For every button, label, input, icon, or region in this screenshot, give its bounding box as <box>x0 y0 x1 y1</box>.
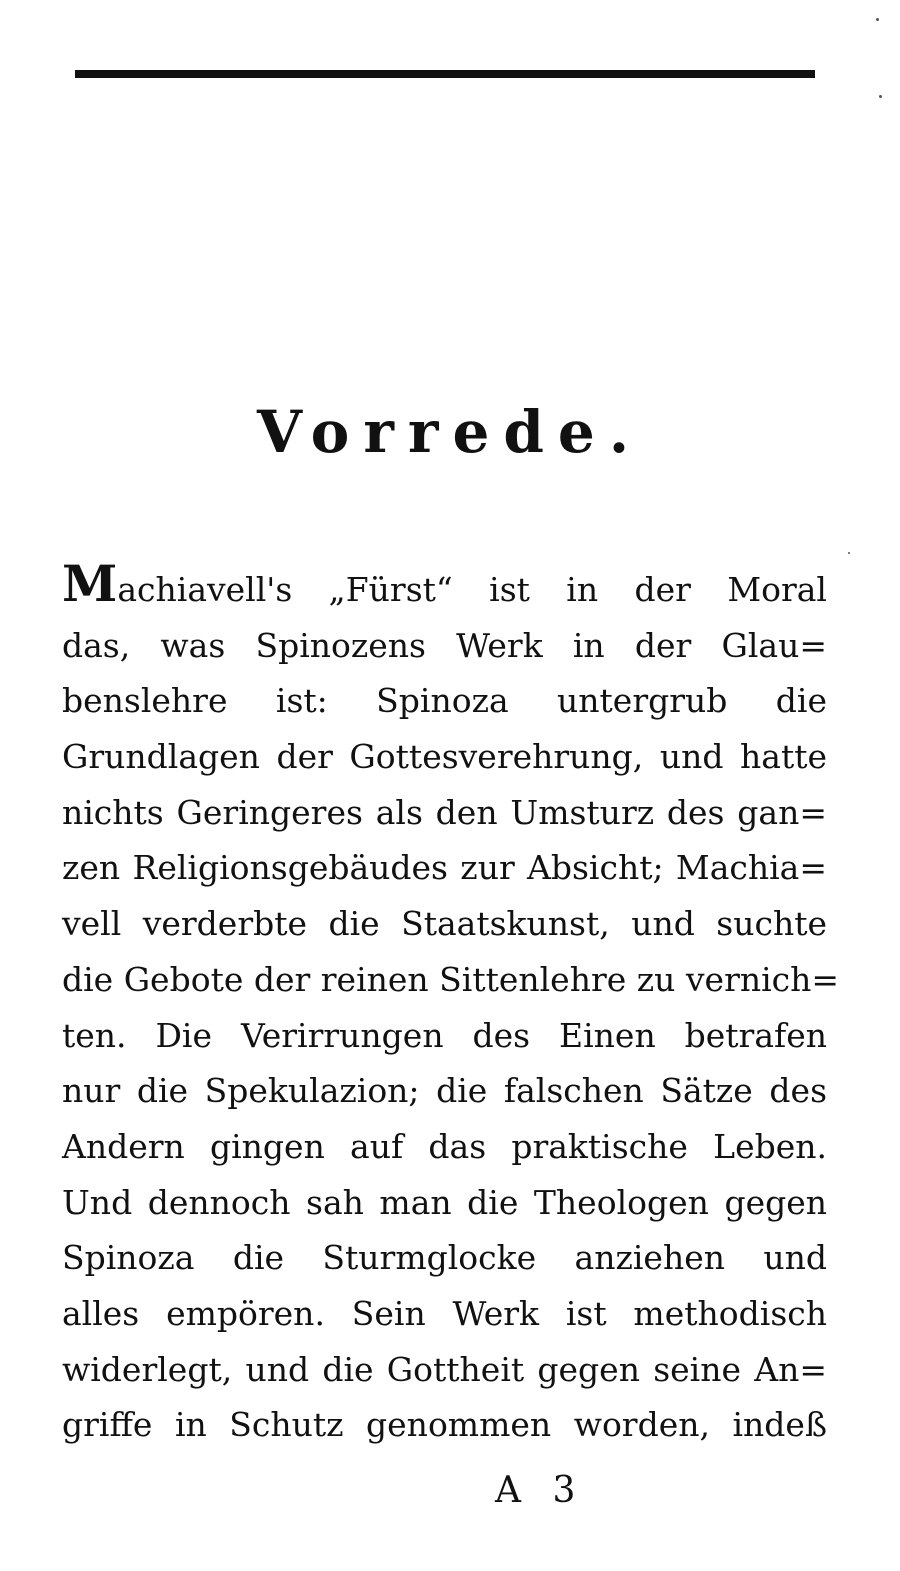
text-line <box>62 554 827 618</box>
text-line: widerlegt, und die Gottheit gegen seine An= <box>62 1349 827 1389</box>
text-line: nichts Geringeres als den Umsturz des gan= <box>62 792 827 832</box>
text-line: benslehre ist: Spinoza untergrub die <box>62 681 827 721</box>
signature-mark: A 3 <box>495 1470 586 1511</box>
text-line: das, was Spinozens Werk in der Glau= <box>62 625 827 665</box>
text-line: alles empören. Sein Werk ist methodisch <box>62 1293 827 1333</box>
text-line: griffe in Schutz genommen worden, indeß <box>62 1405 827 1445</box>
text-line: Spinoza die Sturmglocke anziehen und <box>62 1238 827 1278</box>
text-line-rest: achiavell's „Fürst“ ist in der Moral <box>117 570 827 609</box>
margin-speck <box>848 552 850 554</box>
body-text <box>62 554 840 1453</box>
page-heading: Vorrede. <box>256 398 644 466</box>
text-line: nur die Spekulazion; die falschen Sätze des <box>62 1071 827 1111</box>
drop-cap: M <box>62 554 118 613</box>
top-rule <box>75 70 815 78</box>
text-line: die Gebote der reinen Sittenlehre zu vernich= <box>62 959 840 999</box>
text-line: ten. Die Verirrungen des Einen betrafen <box>62 1015 827 1055</box>
text-line: Andern gingen auf das praktische Leben. <box>62 1126 827 1166</box>
margin-speck <box>879 95 882 98</box>
text-line: vell verderbte die Staatskunst, und suchte <box>62 904 827 944</box>
text-line: Grundlagen der Gottesverehrung, und hatte <box>62 737 827 777</box>
margin-speck <box>876 18 879 21</box>
text-line: zen Religionsgebäudes zur Absicht; Machia= <box>62 848 827 888</box>
text-line: Und dennoch sah man die Theologen gegen <box>62 1182 827 1222</box>
